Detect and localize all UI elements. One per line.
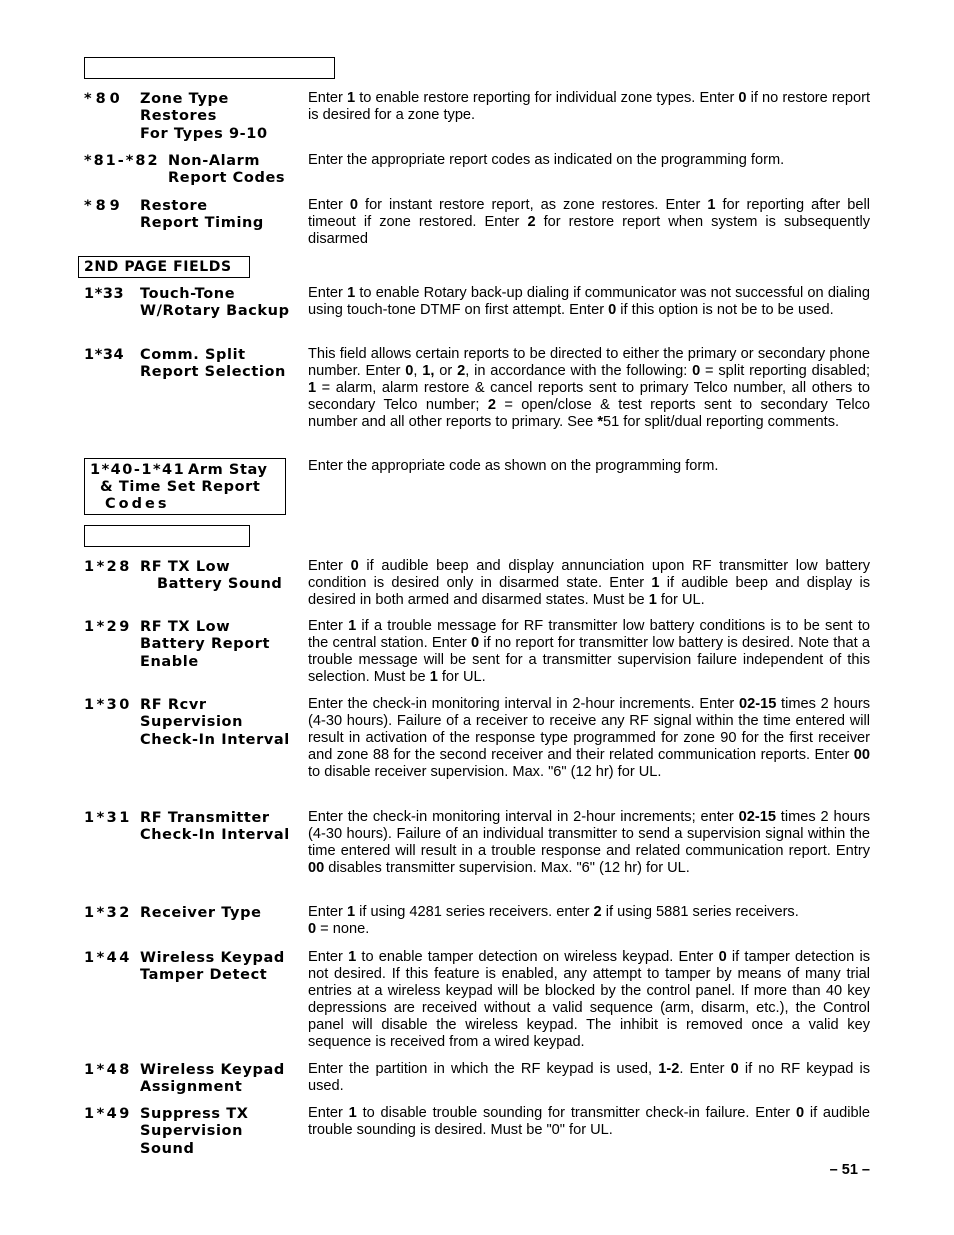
field-description: Enter the check-in monitoring interval in 2-hour increments; enter 02-15 times 2 hours (4-30 hours). Failure of an individual transmitter to send a supervision signal within the time entered will result in a trouble response and related communication report. Entry 00 disables transmitter supervision. Max. "6" (12 hr) for UL. [308,809,871,877]
section-header-2nd-page-fields [78,256,250,278]
field-title: Comm. Split Report Selection [140,347,286,381]
field-code: *80 [84,91,124,107]
boxed-entry-title-2: & Time Set Report [100,479,261,495]
field-description: Enter 1 to enable tamper detection on wireless keypad. Enter 0 if tamper detection is not desired. If this feature is enabled, any attempt to tamper by means of many trial entries at a wireless keypad will be blocked by the control panel. If more than 40 key depressions are received without a valid sequence (arm, disarm, etc.), the Control panel will disable the wireless keypad. The inhibit is removed once a valid key sequence is received from a wired keypad. [308,949,870,1051]
field-title: RF TX Low Battery Sound [140,559,283,593]
field-title: RF Rcvr Supervision Check-In Interval [140,697,290,748]
field-description: This field allows certain reports to be directed to either the primary or secondary phone number. Enter 0, 1, or 2, in accordance with the following: 0 = split reporting disabled; 1 = alarm, alarm restore & cancel reports sent to primary Telco number, all others to secondary Telco number; 2 = open/close & test reports sent to secondary Telco number and all other reports to primary. See *51 for split/dual reporting comments. [308,346,871,431]
section-header-box-3 [84,525,250,547]
field-title: Restore Report Timing [140,198,264,232]
field-code: 1*49 [84,1106,132,1122]
field-code: 1*30 [84,697,132,713]
field-description: Enter 1 to enable Rotary back-up dialing if communicator was not successful on dialing using touch-tone DTMF on first attempt. Enter 0 if this option is not be to be used. [308,285,871,319]
field-description: Enter 1 if using 4281 series receivers. enter 2 if using 5881 series receivers. 0 = none. [308,904,799,938]
field-description: Enter 1 to disable trouble sounding for transmitter check-in failure. Enter 0 if audible trouble sounding is desired. Must be "0" for UL. [308,1105,870,1139]
field-code: *89 [84,198,124,214]
field-code: 1*28 [84,559,132,575]
boxed-entry-title-3: Codes [105,496,170,512]
field-description: Enter the check-in monitoring interval in 2-hour increments. Enter 02-15 times 2 hours (4-30 hours). Failure of a receiver to receive any RF signal within the time entered will result in activation of the response type programmed for zone 90 for the first receiver and zone 88 for the second receiver and their related communication reports. Enter 00 to disable receiver supervision. Max. "6" (12 hr) for UL. [308,696,870,781]
field-description: Enter 1 to enable restore reporting for individual zone types. Enter 0 if no restore report is desired for a zone type. [308,90,871,124]
field-description: Enter the appropriate report codes as indicated on the programming form. [308,152,785,168]
boxed-entry-title-1: Arm Stay [188,462,268,478]
field-description: Enter 0 for instant restore report, as zone restores. Enter 1 for reporting after bell timeout if zone restored. Enter 2 for restore report when system is subsequently disarmed [308,197,871,248]
field-description: Enter 1 if a trouble message for RF transmitter low battery conditions is to be sent to the central station. Enter 0 if no report for transmitter low battery is desired. Note that a trouble message will be sent for a transmitter supervision failure independent of this selection. Must be 1 for UL. [308,618,870,686]
field-title: RF Transmitter Check-In Interval [140,810,290,844]
field-code: 1*31 [84,810,132,826]
field-title: Wireless Keypad Assignment [140,1062,285,1096]
field-code: 1*33 [84,286,125,302]
page-number: – 51 – [829,1162,870,1178]
field-title: Suppress TX Supervision Sound [140,1106,249,1157]
field-code: 1*32 [84,905,132,921]
boxed-entry-code: 1*40-1*41 [90,462,186,478]
field-description: Enter the partition in which the RF keypad is used, 1-2. Enter 0 if no RF keypad is used. [308,1061,871,1095]
section-header-label: 2ND PAGE FIELDS [84,259,232,275]
field-title: Touch-Tone W/Rotary Backup [140,286,290,320]
field-code: 1*34 [84,347,125,363]
field-description: Enter 0 if audible beep and display annunciation upon RF transmitter low battery condition is desired only in disarmed state. Enter 1 if audible beep and display is desired in both armed and disarmed states. Must be 1 for UL. [308,558,870,609]
field-code: 1*44 [84,950,132,966]
field-title: Receiver Type [140,905,262,921]
boxed-entry-1-40-1-41 [84,458,286,515]
field-description: Enter the appropriate code as shown on the programming form. [308,458,719,474]
field-title: Wireless Keypad Tamper Detect [140,950,285,984]
field-title: Zone Type Restores For Types 9-10 [140,91,268,142]
field-code: 1*29 [84,619,132,635]
section-header-box-1 [84,57,335,79]
field-title: Non-Alarm Report Codes [168,153,286,187]
field-code: 1*48 [84,1062,132,1078]
field-code: *81-*82 [84,153,160,169]
field-title: RF TX Low Battery Report Enable [140,619,271,670]
